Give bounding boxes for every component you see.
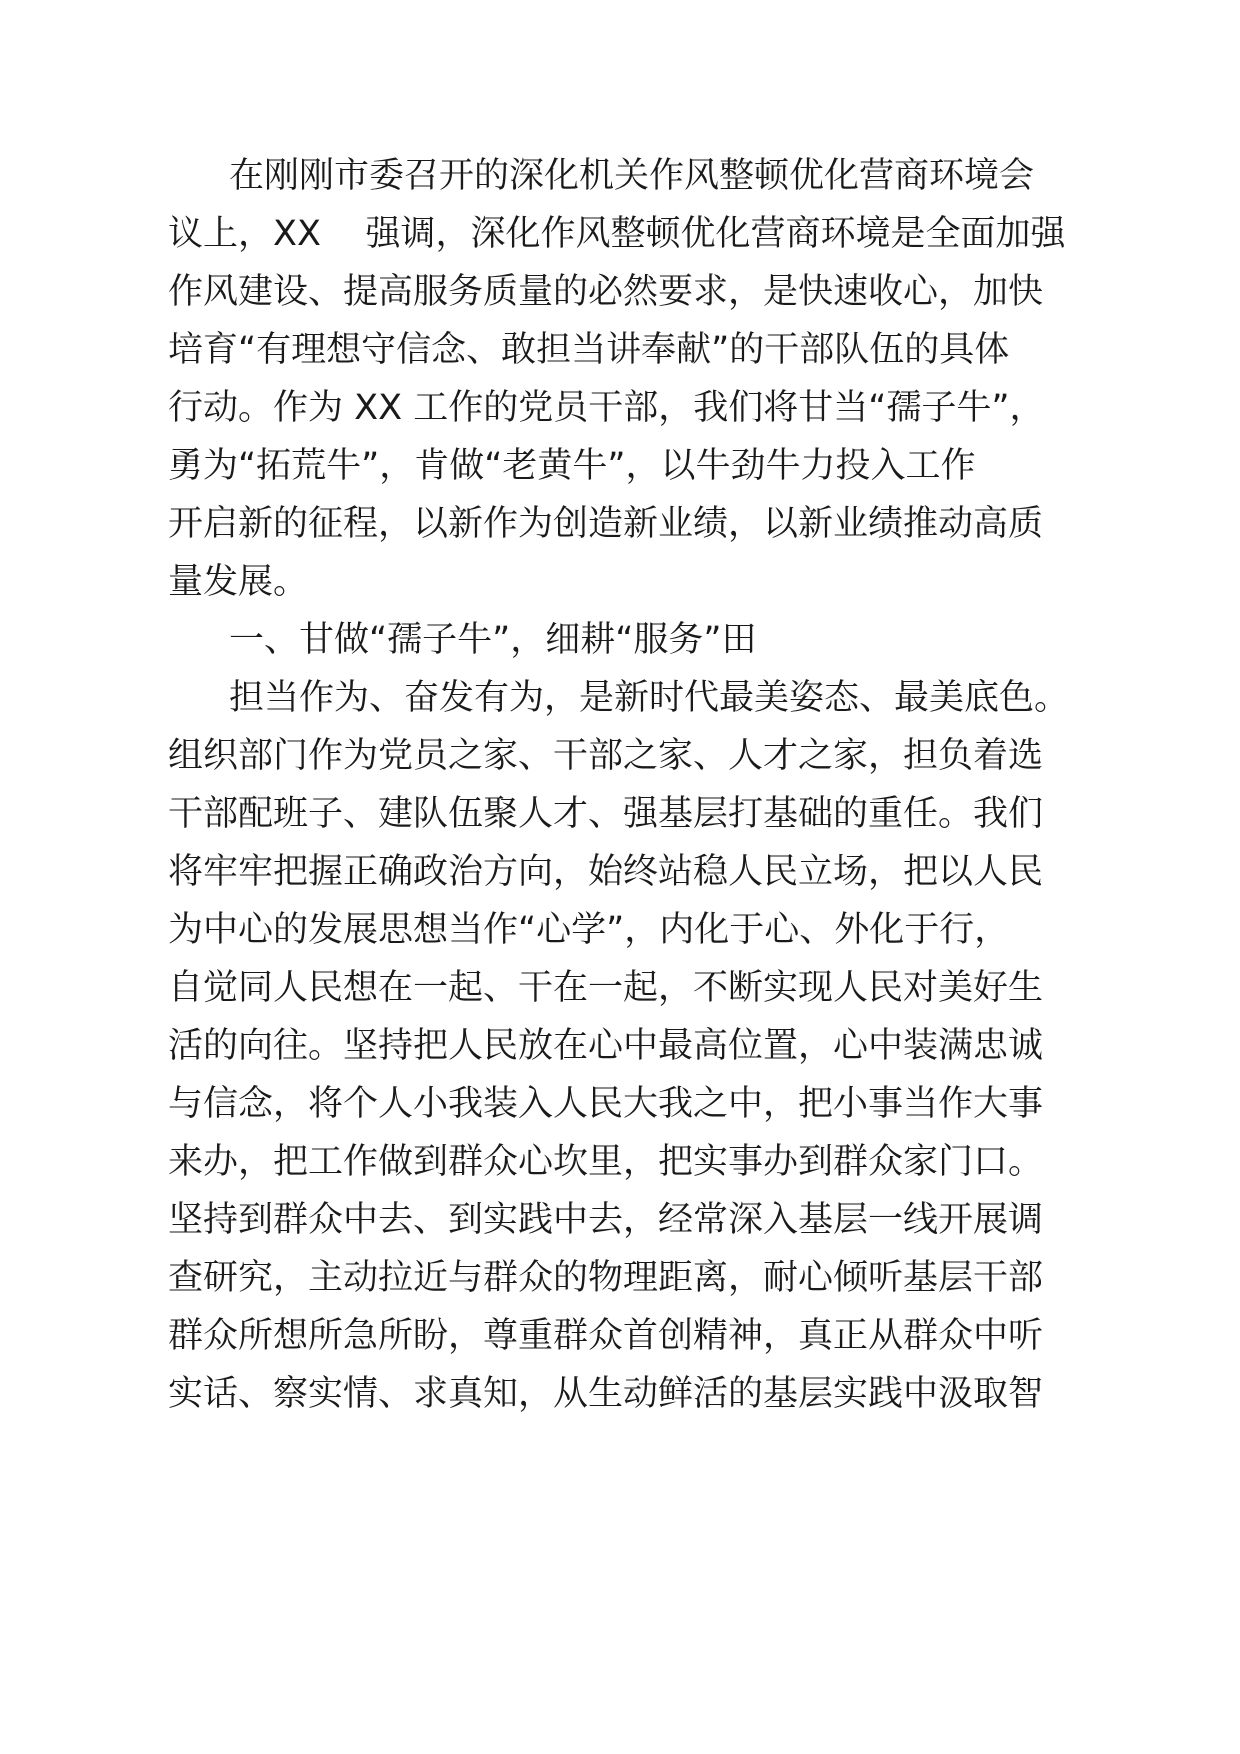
text-line: 培育“有理想守信念、敢担当讲奉献”的干部队伍的具体 bbox=[168, 330, 1010, 370]
text-line: 将牢牢把握正确政治方向，始终站稳人民立场，把以人民 bbox=[168, 852, 1044, 892]
text-line: 查研究，主动拉近与群众的物理距离，耐心倾听基层干部 bbox=[168, 1258, 1044, 1298]
text-line: 实话、察实情、求真知，从生动鲜活的基层实践中汲取智 bbox=[168, 1374, 1044, 1414]
text-line: 自觉同人民想在一起、干在一起，不断实现人民对美好生 bbox=[168, 968, 1044, 1008]
text-line: 活的向往。坚持把人民放在心中最高位置，心中装满忠诚 bbox=[168, 1026, 1044, 1066]
text-line: 开启新的征程，以新作为创造新业绩，以新业绩推动高质 bbox=[168, 504, 1044, 544]
text-line: 与信念，将个人小我装入人民大我之中，把小事当作大事 bbox=[168, 1084, 1044, 1124]
text-line: 为中心的发展思想当作“心学”，内化于心、外化于行， bbox=[168, 910, 1010, 950]
text-line: 议上，XX 强调，深化作风整顿优化营商环境是全面加强 bbox=[168, 214, 1066, 254]
text-line: 量发展。 bbox=[168, 562, 309, 602]
text-line: 干部配班子、建队伍聚人才、强基层打基础的重任。我们 bbox=[168, 794, 1044, 834]
text-line: 坚持到群众中去、到实践中去，经常深入基层一线开展调 bbox=[168, 1200, 1044, 1240]
text-line: 组织部门作为党员之家、干部之家、人才之家，担负着选 bbox=[168, 736, 1044, 776]
text-line: 群众所想所急所盼，尊重群众首创精神，真正从群众中听 bbox=[168, 1316, 1044, 1356]
text-line: 行动。作为 XX 工作的党员干部，我们将甘当“孺子牛”， bbox=[168, 388, 1045, 428]
text-line: 勇为“拓荒牛”，肯做“老黄牛”，以牛劲牛力投入工作 bbox=[168, 446, 976, 486]
section-heading: 一、甘做“孺子牛”，细耕“服务”田 bbox=[229, 620, 757, 660]
text-line: 来办，把工作做到群众心坎里，把实事办到群众家门口。 bbox=[168, 1142, 1044, 1182]
text-line: 担当作为、奋发有为，是新时代最美姿态、最美底色。 bbox=[229, 678, 1070, 718]
text-line: 作风建设、提高服务质量的必然要求，是快速收心，加快 bbox=[168, 272, 1044, 312]
text-line: 在刚刚市委召开的深化机关作风整顿优化营商环境会 bbox=[229, 156, 1035, 196]
